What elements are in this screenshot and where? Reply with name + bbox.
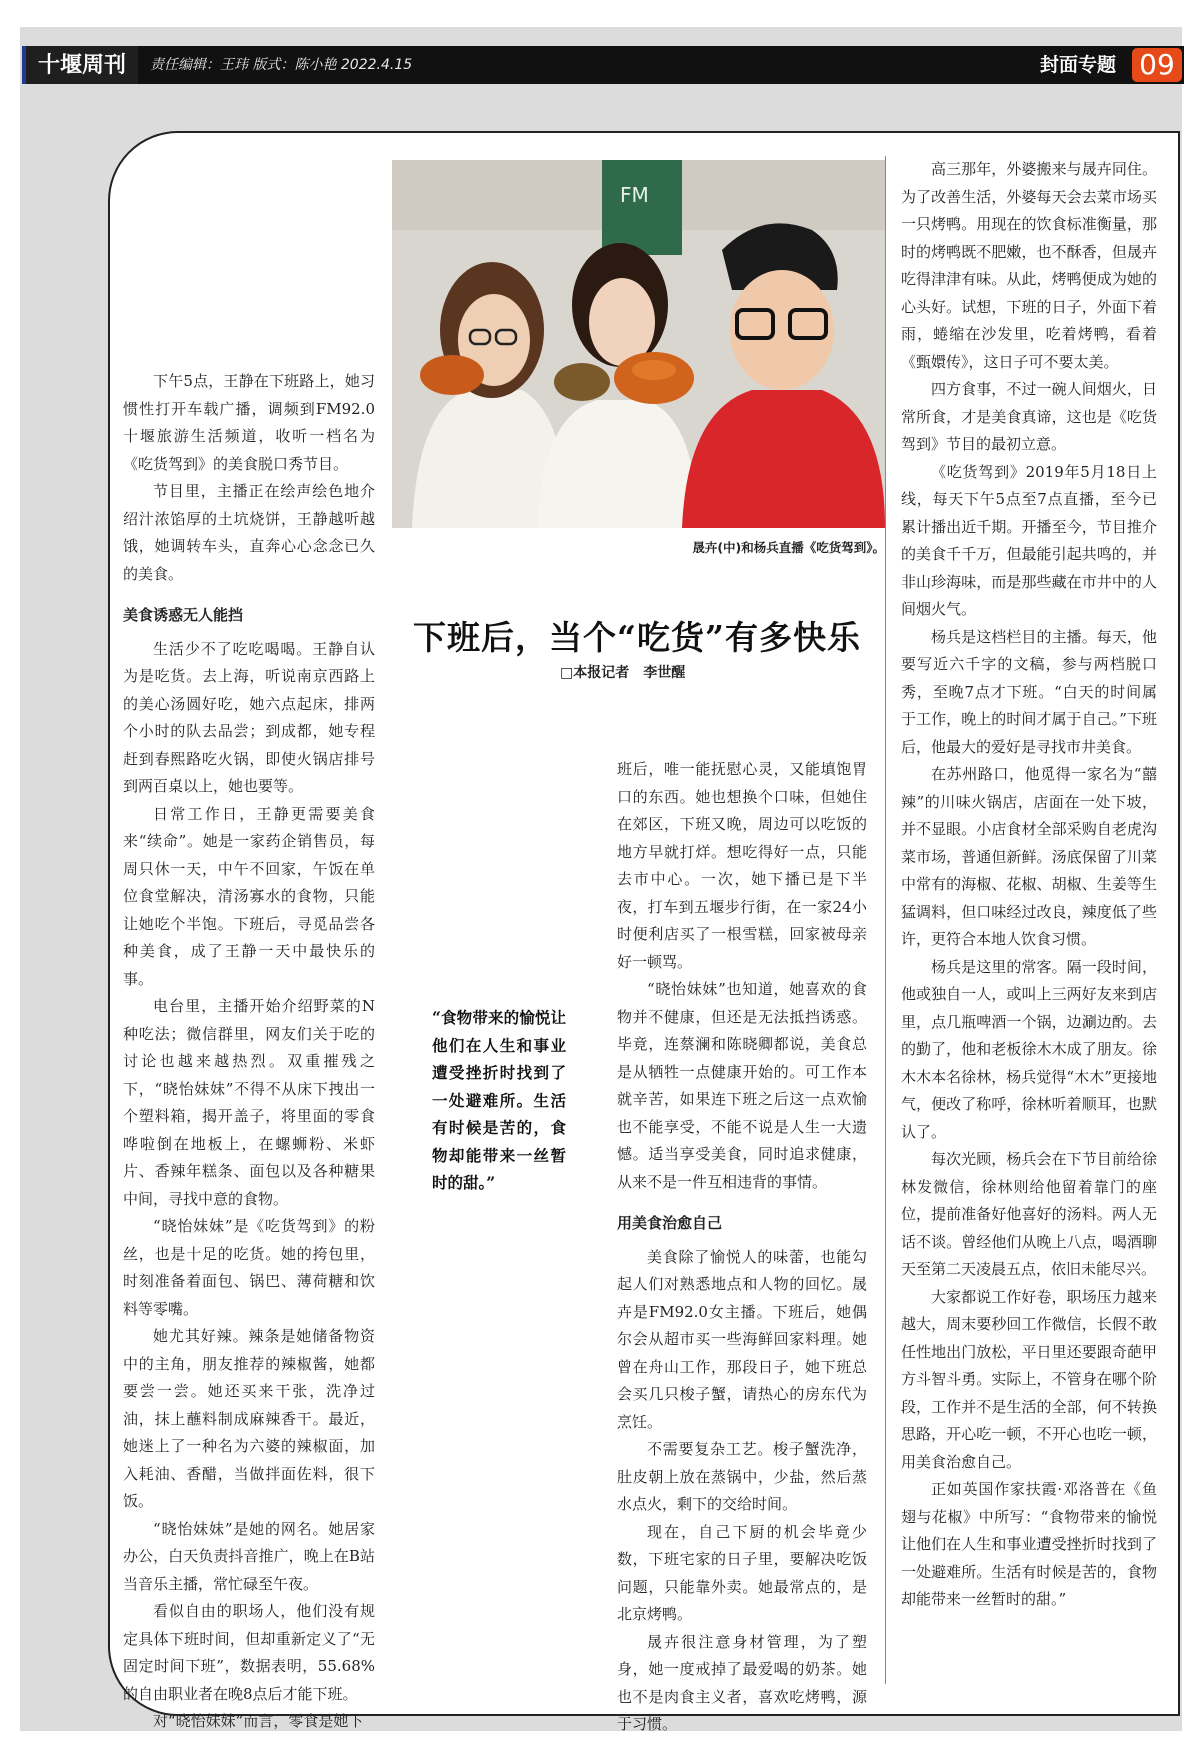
paragraph: “晓怡妹妹”是《吃货驾到》的粉丝，也是十足的吃货。她的挎包里，时刻准备着面包、锅巴、薄荷糖和饮料等零嘴。 <box>123 1217 375 1318</box>
headline: 下班后，当个“吃货”有多快乐 <box>413 618 861 657</box>
paragraph: 杨兵是这档栏目的主播。每天，他要写近六千字的文稿，参与两档脱口秀，至晚7点才下班。“白天的时间属于工作，晚上的时间才属于自己。”下班后，他最大的爱好是寻找市井美食。 <box>901 627 1157 756</box>
paragraph: 日常工作日，王静更需要美食来“续命”。她是一家药企销售员，每周只休一天，中午不回家，午饭在单位食堂解决，清汤寡水的食物，只能让她吃个半饱。下班后，寻觅品尝各种美食，成了王静一天中最快乐的事。 <box>123 804 375 988</box>
crab-photo-illustration <box>392 160 885 528</box>
paragraph: 节目里，主播正在绘声绘色地介绍汁浓馅厚的土坑烧饼，王静越听越饿，她调转车头，直奔心心念念已久的美食。 <box>123 482 375 583</box>
pull-quote: “食物带来的愉悦让他们在人生和事业遭受挫折时找到了一处避难所。生活有时候是苦的，食物却能带来一丝暂时的甜。” <box>432 1008 566 1192</box>
article-photo <box>392 160 885 528</box>
fm-sign-text: FM <box>620 183 649 207</box>
page-number: 09 <box>1132 48 1182 82</box>
column-4 <box>901 156 1157 1614</box>
paragraph: 美食除了愉悦人的味蕾，也能勾起人们对熟悉地点和人物的回忆。晟卉是FM92.0女主播。下班后，她偶尔会从超市买一些海鲜回家料理。她曾在舟山工作，那段日子，她下班总会买几只梭子蟹，请热心的房东代为烹饪。 <box>617 1247 867 1431</box>
column-3 <box>617 756 867 1739</box>
byline: □本报记者 李世醒 <box>560 665 686 681</box>
paragraph: 看似自由的职场人，他们没有规定具体下班时间，但却重新定义了“无固定时间下班”，数据表明，55.68%的自由职业者在晚8点后才能下班。 <box>123 1602 375 1703</box>
paragraph: 下午5点，王静在下班路上，她习惯性打开车载广播，调频到FM92.0十堰旅游生活频道，收听一档名为《吃货驾到》的美食脱口秀节目。 <box>123 372 375 473</box>
paragraph: “晓怡妹妹”是她的网名。她居家办公，白天负责抖音推广，晚上在B站当音乐主播，常忙碌至午夜。 <box>123 1519 375 1593</box>
subheading: 美食诱惑无人能挡 <box>123 606 244 624</box>
paragraph: 生活少不了吃吃喝喝。王静自认为是吃货。去上海，听说南京西路上的美心汤圆好吃，她六点起床，排两个小时的队去品尝；到成都，她专程赶到春熙路吃火锅，即使火锅店排号到两百桌以上，她也要等。 <box>123 639 375 795</box>
paragraph: 班后，唯一能抚慰心灵，又能填饱胃口的东西。她也想换个口味，但她住在郊区，下班又晚，周边可以吃饭的地方早就打烊。想吃得好一点，只能去市中心。一次，她下播已是下半夜，打车到五堰步行街，在一家24小时便利店买了一根雪糕，回家被母亲好一顿骂。 <box>617 760 867 971</box>
paragraph: 在苏州路口，他觅得一家名为“囍辣”的川味火锅店，店面在一处下坡，并不显眼。小店食材全部采购自老虎沟菜市场，普通但新鲜。汤底保留了川菜中常有的海椒、花椒、胡椒、生姜等生猛调料，但口味经过改良，辣度低了些许，更符合本地人饮食习惯。 <box>901 765 1157 948</box>
column-divider <box>885 156 886 1684</box>
paragraph: 大家都说工作好卷，职场压力越来越大，周末要秒回工作微信，长假不敢任性地出门放松，平日里还要跟奇葩甲方斗智斗勇。实际上，不管身在哪个阶段，工作并不是生活的全部，何不转换思路，开心吃一顿，不开心也吃一顿，用美食治愈自己。 <box>901 1287 1157 1471</box>
section-title: 封面专题 <box>1040 54 1117 76</box>
paragraph: 每次光顾，杨兵会在下节目前给徐林发微信，徐林则给他留着靠门的座位，提前准备好他喜好的汤料。两人无话不谈。曾经他们从晚上八点，喝酒聊天至第二天凌晨五点，依旧未能尽兴。 <box>901 1150 1157 1278</box>
paragraph: “晓怡妹妹”也知道，她喜欢的食物并不健康，但还是无法抵挡诱惑。毕竟，连蔡澜和陈晓卿都说，美食总是从牺牲一点健康开始的。可工作本就辛苦，如果连下班之后这一点欢愉也不能享受，不能不说是人生一大遗憾。适当享受美食，同时追求健康，从来不是一件互相违背的事情。 <box>617 980 867 1191</box>
paragraph: 电台里，主播开始介绍野菜的N种吃法；微信群里，网友们关于吃的讨论也越来越热烈。双重摧残之下，“晓怡妹妹”不得不从床下拽出一个塑料箱，揭开盖子，将里面的零食哗啦倒在地板上，在螺蛳粉、米虾片、香辣年糕条、面包以及各种糖果中间，寻找中意的食物。 <box>123 997 375 1208</box>
subheading: 用美食治愈自己 <box>617 1214 723 1232</box>
editor-info: 责任编辑：王玮 版式：陈小艳 2022.4.15 <box>150 57 413 73</box>
paragraph: 高三那年，外婆搬来与晟卉同住。为了改善生活，外婆每天会去菜市场买一只烤鸭。用现在的饮食标准衡量，那时的烤鸭既不肥嫩，也不酥香，但晟卉吃得津津有味。从此，烤鸭便成为她的心头好。试想，下班的日子，外面下着雨，蜷缩在沙发里，吃着烤鸭，看着《甄嬛传》，这日子可不要太美。 <box>901 160 1157 371</box>
paragraph: 现在，自己下厨的机会毕竟少数，下班宅家的日子里，要解决吃饭问题，只能靠外卖。她最常点的，是北京烤鸭。 <box>617 1522 867 1623</box>
paragraph: 四方食事，不过一碗人间烟火，日常所食，才是美食真谛，这也是《吃货驾到》节目的最初立意。 <box>901 380 1157 453</box>
paragraph: 对“晓怡妹妹”而言，零食是她下 <box>153 1712 364 1730</box>
column-1 <box>123 368 375 1736</box>
paragraph: 正如英国作家扶霞·邓洛普在《鱼翅与花椒》中所写：“食物带来的愉悦让他们在人生和事业遭受挫折时找到了一处避难所。生活有时候是苦的，食物却能带来一丝暂时的甜。” <box>901 1480 1157 1608</box>
paragraph: 不需要复杂工艺。梭子蟹洗净，肚皮朝上放在蒸锅中，少盐，然后蒸水点火，剩下的交给时间。 <box>617 1440 867 1513</box>
paper-logo: 十堰周刊 <box>22 46 138 84</box>
paragraph: 杨兵是这里的常客。隔一段时间，他或独自一人，或叫上三两好友来到店里，点几瓶啤酒一个锅，边涮边酌。去的勤了，他和老板徐木木成了朋友。徐木木本名徐林，杨兵觉得“木木”更接地气，便改了称呼，徐林听着顺耳，也默认了。 <box>901 957 1157 1141</box>
paragraph: 《吃货驾到》2019年5月18日上线，每天下午5点至7点直播，至今已累计播出近千期。开播至今，节目推介的美食千千万，但最能引起共鸣的，并非山珍海味，而是那些藏在市井中的人间烟火气。 <box>901 462 1157 618</box>
paragraph: 她尤其好辣。辣条是她储备物资中的主角，朋友推荐的辣椒酱，她都要尝一尝。她还买来干张，洗净过油，抹上蘸料制成麻辣香干。最近，她迷上了一种名为六婆的辣椒面，加入耗油、香醋，当做拌面佐料，很下饭。 <box>123 1327 375 1510</box>
photo-caption: 晟卉(中)和杨兵直播《吃货驾到》。 <box>692 540 885 555</box>
paragraph: 晟卉很注意身材管理，为了塑身，她一度戒掉了最爱喝的奶茶。她也不是肉食主义者，喜欢吃烤鸭，源于习惯。 <box>617 1632 867 1733</box>
